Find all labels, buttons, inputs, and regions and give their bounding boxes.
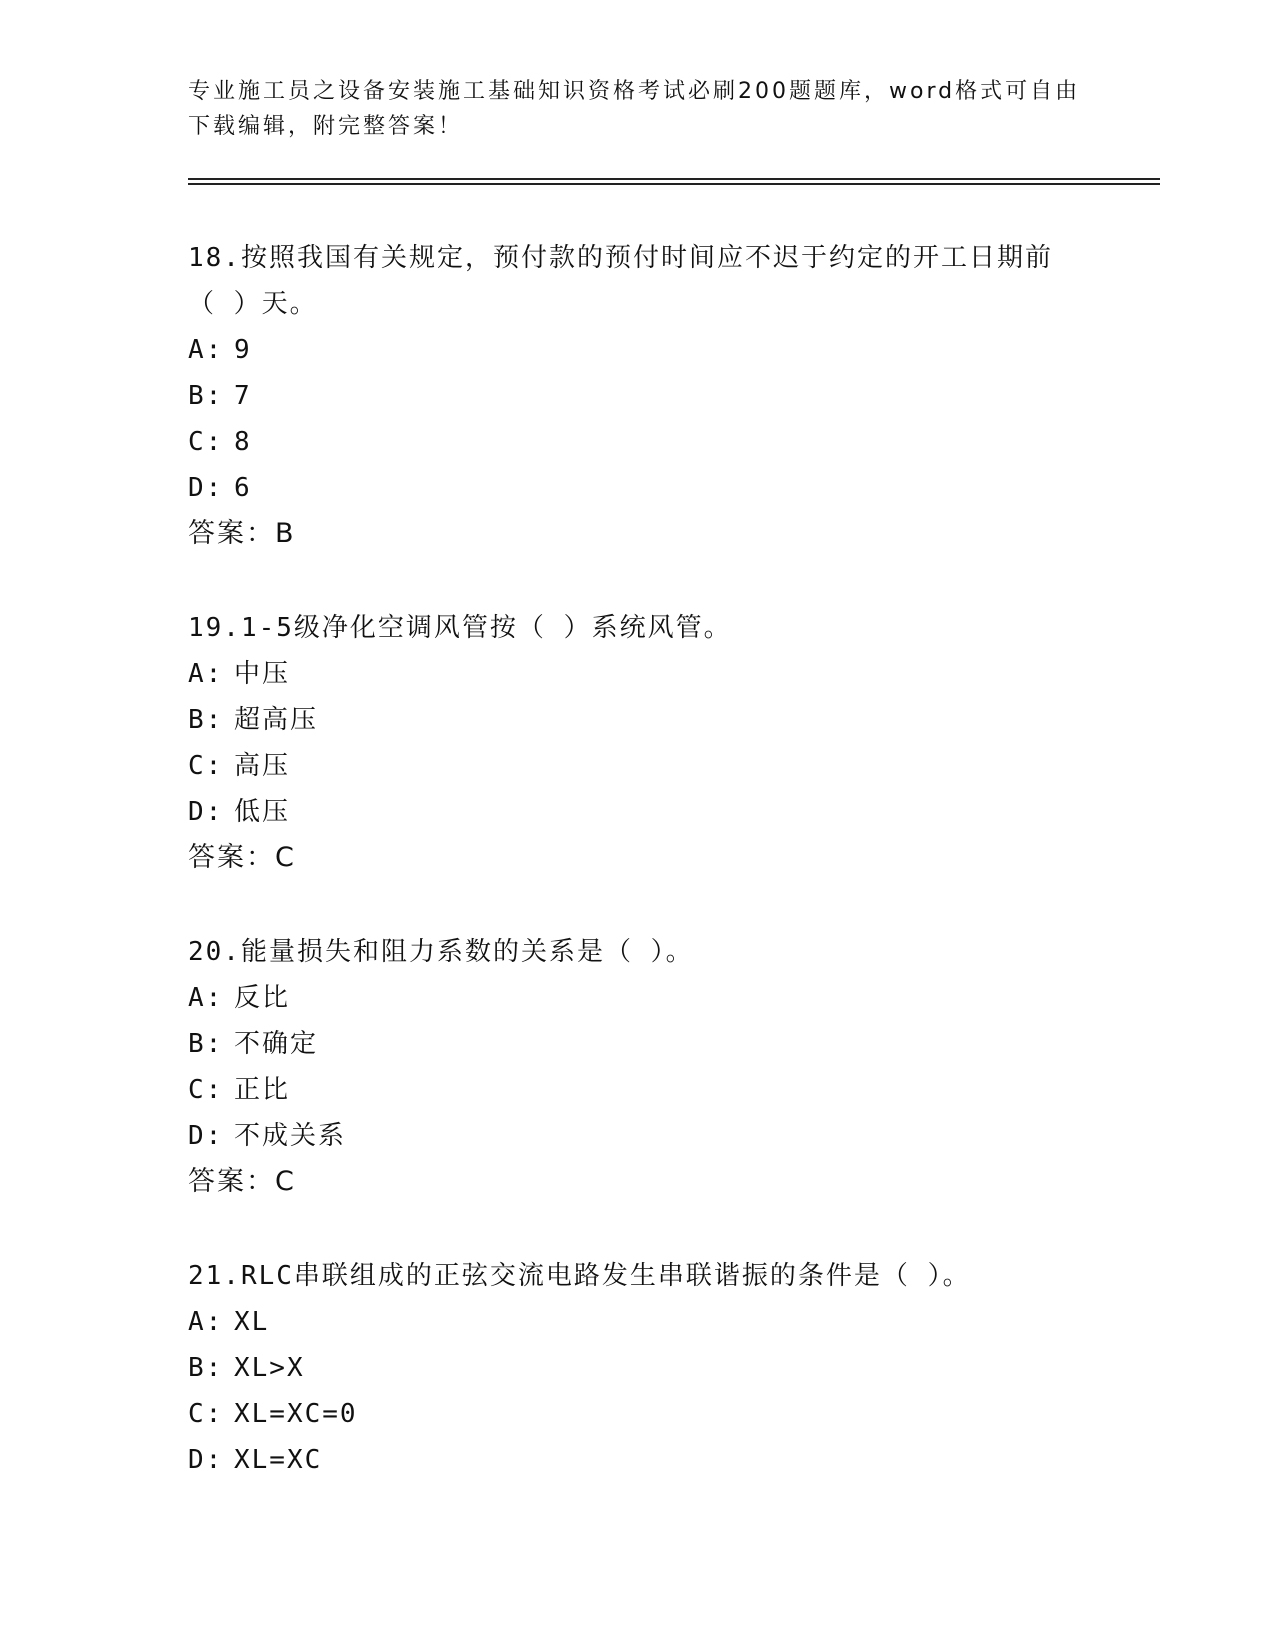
document-header <box>188 74 1088 144</box>
header-line-1: 专业施工员之设备安装施工基础知识资格考试必刷200题题库，word格式可自由 <box>188 79 1081 104</box>
option-label: A: <box>188 1307 224 1337</box>
option-label: C: <box>188 751 224 781</box>
option-label: A: <box>188 335 224 365</box>
option-d <box>188 465 1138 511</box>
option-label: A: <box>188 659 224 689</box>
option-text: 不成关系 <box>234 1121 347 1151</box>
option-a <box>188 327 1138 373</box>
option-b <box>188 697 1138 743</box>
option-text: XL <box>234 1307 270 1337</box>
option-d <box>188 1437 1138 1483</box>
option-a <box>188 1299 1138 1345</box>
option-label: A: <box>188 983 224 1013</box>
option-d <box>188 1113 1138 1159</box>
option-text: 7 <box>234 381 252 411</box>
option-label: D: <box>188 1121 224 1151</box>
option-text: 正比 <box>234 1075 291 1105</box>
option-b <box>188 1021 1138 1067</box>
option-text: 超高压 <box>234 705 319 735</box>
option-text: 6 <box>234 473 252 503</box>
option-c <box>188 1067 1138 1113</box>
option-label: C: <box>188 427 224 457</box>
option-text: 反比 <box>234 983 291 1013</box>
question-21 <box>188 1253 1138 1483</box>
question-20 <box>188 929 1138 1205</box>
option-label: C: <box>188 1075 224 1105</box>
header-line-2: 下载编辑，附完整答案！ <box>188 114 464 139</box>
option-text: 中压 <box>234 659 291 689</box>
option-b <box>188 1345 1138 1391</box>
option-label: D: <box>188 473 224 503</box>
option-label: B: <box>188 1029 224 1059</box>
option-label: B: <box>188 381 224 411</box>
question-19 <box>188 605 1138 881</box>
question-18 <box>188 235 1138 557</box>
question-text-continued: （ ）天。 <box>188 289 318 319</box>
header-divider-top <box>188 178 1160 180</box>
option-a <box>188 651 1138 697</box>
option-text: XL=XC <box>234 1445 323 1475</box>
option-text: 低压 <box>234 797 291 827</box>
option-label: D: <box>188 797 224 827</box>
option-text: XL>X <box>234 1353 305 1383</box>
answer: 答案：C <box>188 842 296 873</box>
question-text: 19.1-5级净化空调风管按（ ）系统风管。 <box>188 613 732 643</box>
option-text: XL=XC=0 <box>234 1399 358 1429</box>
option-a <box>188 975 1138 1021</box>
option-label: C: <box>188 1399 224 1429</box>
option-c <box>188 419 1138 465</box>
question-text: 18.按照我国有关规定，预付款的预付时间应不迟于约定的开工日期前 <box>188 243 1053 273</box>
answer: 答案：C <box>188 1166 296 1197</box>
question-text: 21.RLC串联组成的正弦交流电路发生串联谐振的条件是（ ）。 <box>188 1261 971 1291</box>
option-label: B: <box>188 1353 224 1383</box>
option-d <box>188 789 1138 835</box>
option-text: 高压 <box>234 751 291 781</box>
question-text: 20.能量损失和阻力系数的关系是（ ）。 <box>188 937 694 967</box>
option-c <box>188 1391 1138 1437</box>
option-c <box>188 743 1138 789</box>
option-text: 不确定 <box>234 1029 319 1059</box>
option-b <box>188 373 1138 419</box>
option-label: D: <box>188 1445 224 1475</box>
option-label: B: <box>188 705 224 735</box>
answer: 答案：B <box>188 518 296 549</box>
header-divider-bottom <box>188 183 1160 185</box>
question-list <box>188 235 1138 1531</box>
option-text: 8 <box>234 427 252 457</box>
option-text: 9 <box>234 335 252 365</box>
